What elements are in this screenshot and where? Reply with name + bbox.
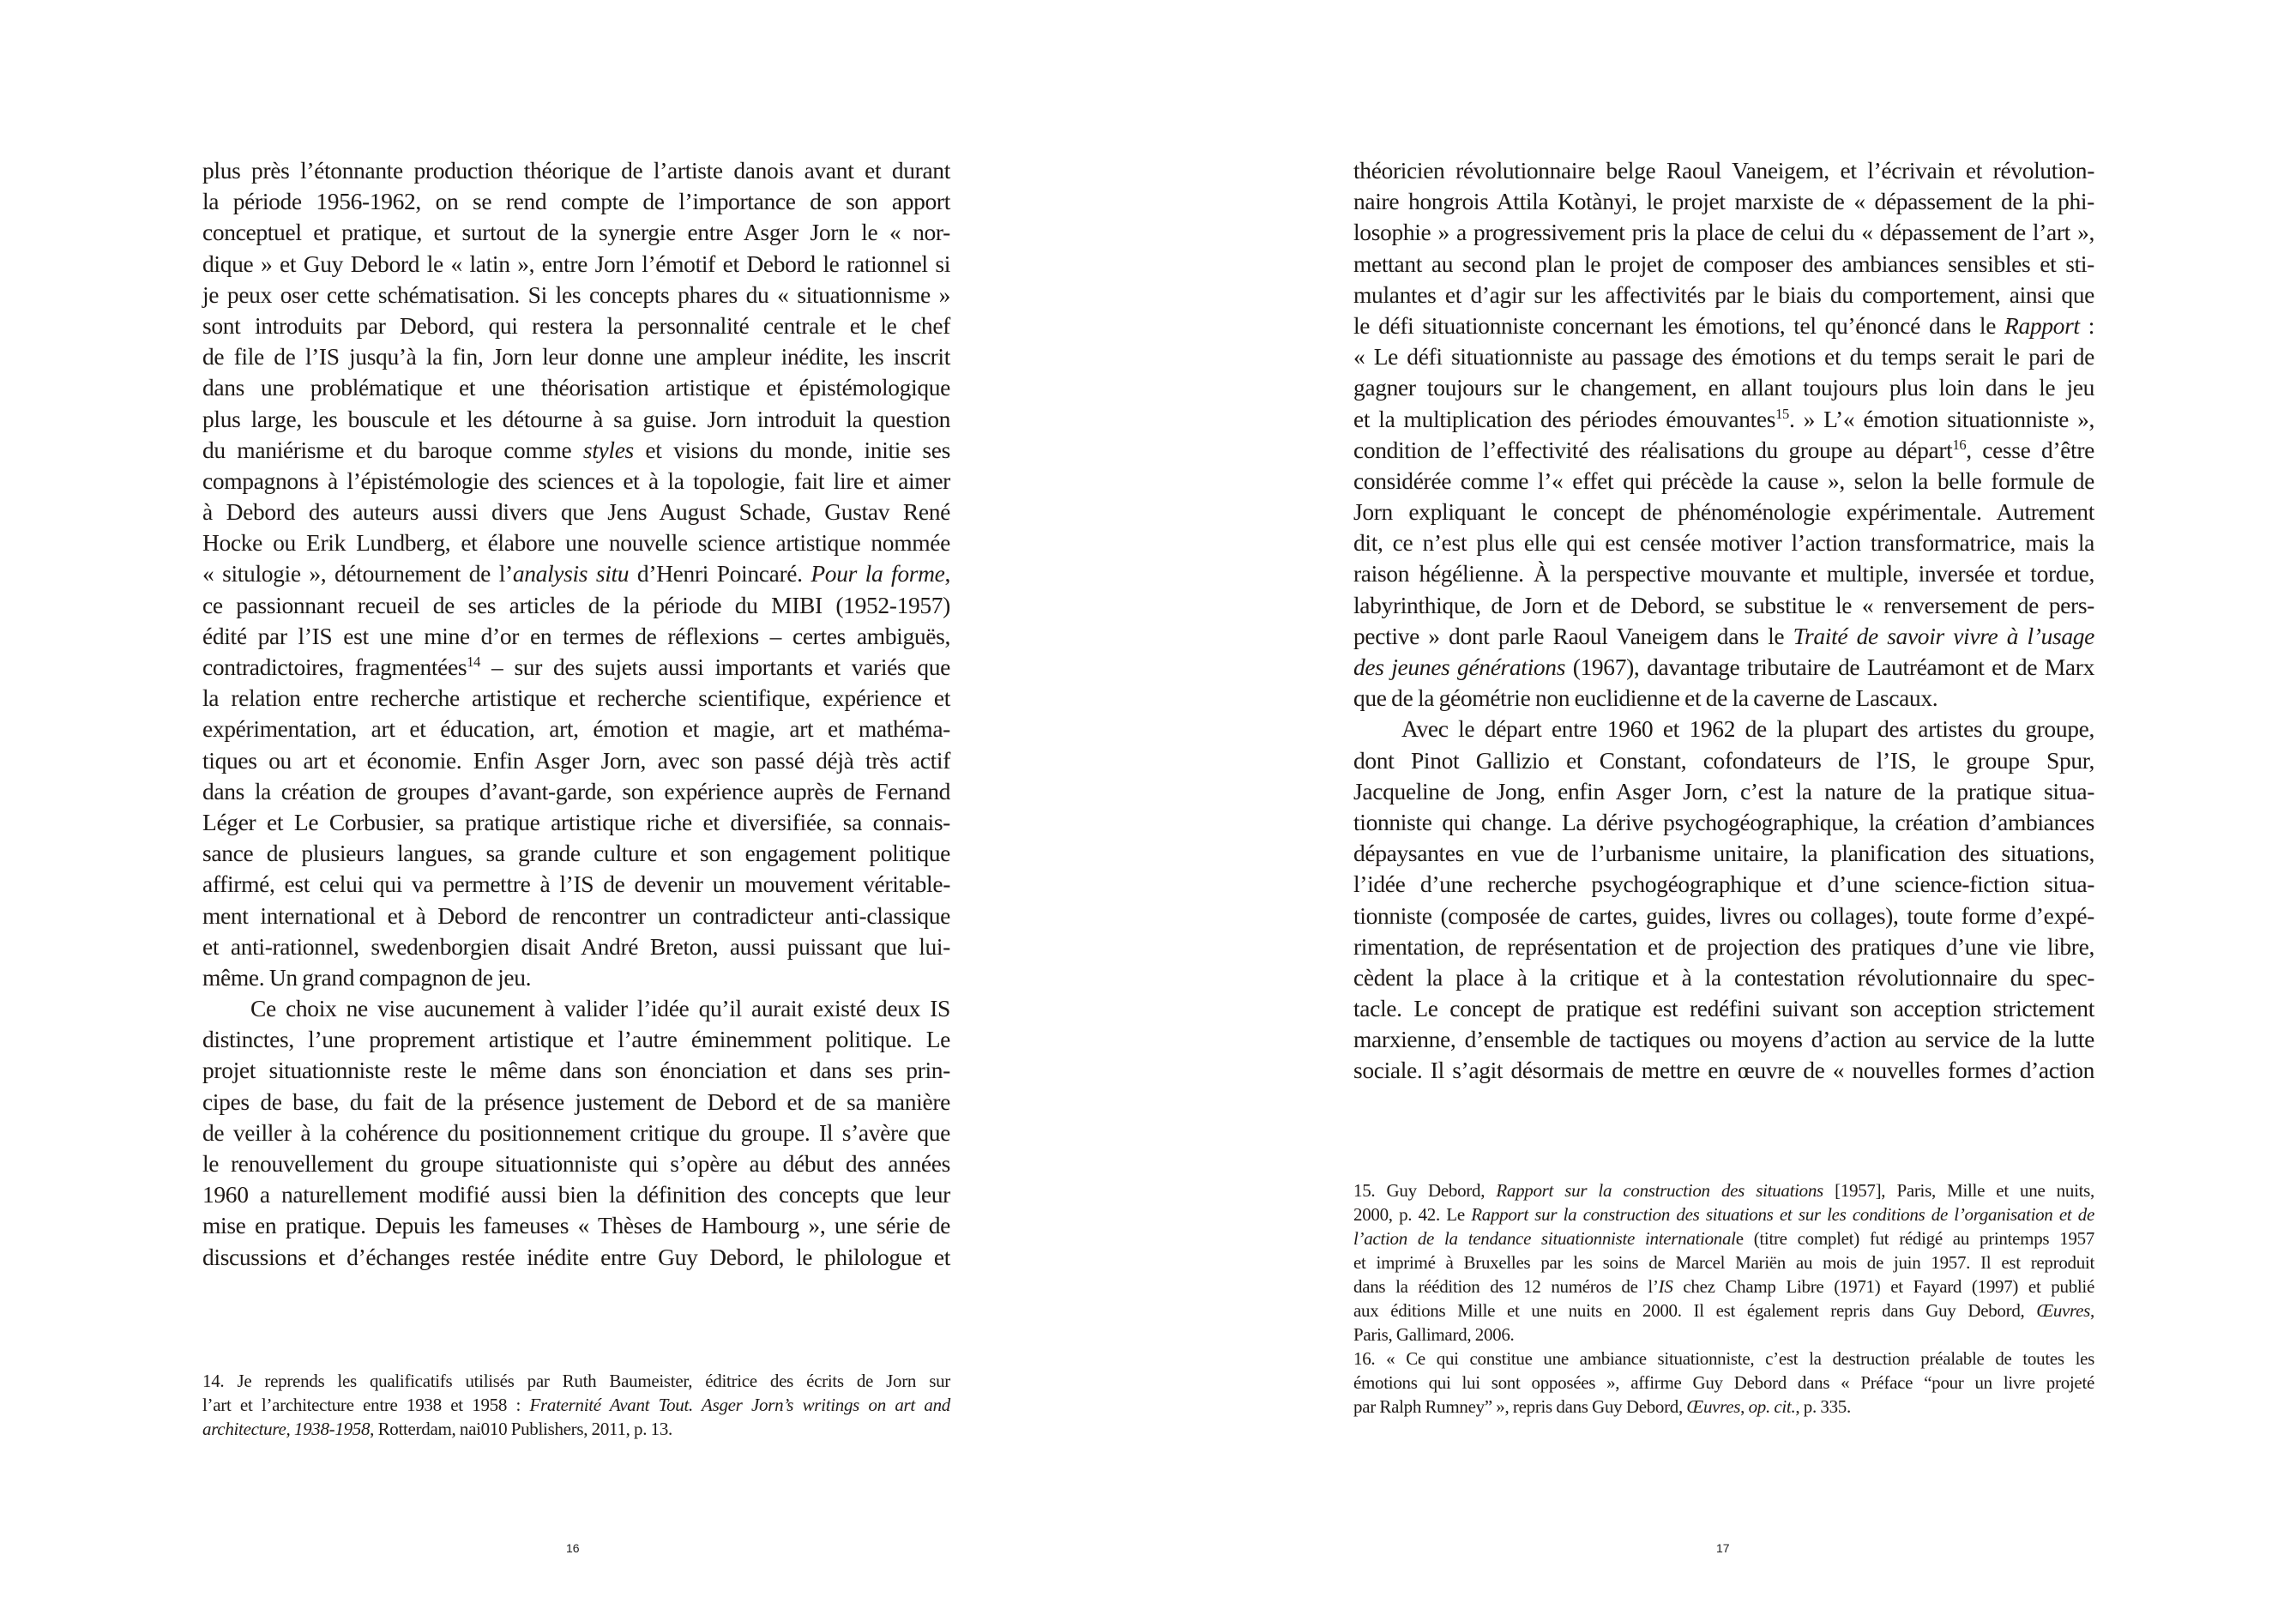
right-body-text	[1353, 155, 2094, 1087]
text-line: théoricien révolutionnaire belge Raoul Vaneigem, et l’écrivain et révolution-	[1353, 157, 2094, 184]
right-page	[1148, 0, 2296, 1621]
footnote-line: l’action de la tendance situationniste internationale (titre complet) fut rédigé au printemps 1957	[1353, 1228, 2095, 1249]
text-line: sont introduits par Debord, qui restera la personnalité centrale et le chef	[202, 311, 950, 339]
text-line: des jeunes générations (1967), davantage tributaire de Lautréamont et de Marx	[1353, 654, 2094, 680]
text-line: compagnons à l’épistémologie des sciences et à la topologie, fait lire et aimer	[202, 467, 950, 494]
text-line: tiques ou art et économie. Enfin Asger Jorn, avec son passé déjà très actif	[202, 746, 950, 774]
footnote-line: Paris, Gallimard, 2006.	[1353, 1324, 1515, 1345]
text-line: le défi situationniste concernant les émotions, tel qu’énoncé dans le Rapport :	[1353, 311, 2094, 339]
italic-title: Œuvres	[1686, 1396, 1741, 1417]
footnote-line: 2000, p. 42. Le Rapport sur la construction des situations et sur les conditions de l’organisation et de	[1353, 1204, 2094, 1225]
text-line: pective » dont parle Raoul Vaneigem dans le Traité de savoir vivre à l’usage	[1353, 622, 2094, 649]
footnote-line: 16. « Ce qui constitue une ambiance situationniste, c’est la destruction préalable de toutes les	[1353, 1348, 2094, 1369]
text-line: affirmé, est celui qui va permettre à l’IS de devenir un mouvement véritable-	[202, 871, 950, 898]
text-line: du maniérisme et du baroque comme styles et visions du monde, initie ses	[202, 436, 950, 463]
text-line: tionniste qui change. La dérive psychogéographique, la création d’ambiances	[1353, 808, 2094, 835]
text-line: que de la géométrie non euclidienne et de la caverne de Lascaux.	[1353, 684, 1938, 712]
text-line: condition de l’effectivité des réalisations du groupe au départ$^{16}$, cesse d’être	[1353, 436, 2094, 463]
text-line: tacle. Le concept de pratique est redéfini suivant son acception strictement	[1353, 995, 2094, 1022]
footnote-line: 15. Guy Debord, Rapport sur la construction des situations [1957], Paris, Mille et une nuits,	[1353, 1180, 2094, 1201]
left-body-text	[202, 155, 950, 1273]
footnote-16	[1353, 1347, 2094, 1419]
text-line: losophie » a progressivement pris la place de celui du « dépassement de l’art »,	[1353, 219, 2094, 246]
text-line: de file de l’IS jusqu’à la fin, Jorn leur donne une ampleur inédite, les inscrit	[202, 343, 950, 371]
text-line: et anti-rationnel, swedenborgien disait André Breton, aussi puissant que lui-	[202, 932, 950, 960]
text-line: « situlogie », détournement de l’analysis situ d’Henri Poincaré. Pour la forme,	[202, 560, 950, 588]
text-line: Jacqueline de Jong, enfin Asger Jorn, c’est la nature de la pratique situa-	[1353, 777, 2094, 804]
footnote-reference[interactable]: 15	[1775, 405, 1789, 422]
text-line: naire hongrois Attila Kotànyi, le projet marxiste de « dépassement de la phi-	[1353, 188, 2094, 215]
italic-title: Rapport	[2004, 311, 2080, 339]
text-line: projet situationniste reste le même dans son énonciation et dans ses prin-	[202, 1057, 950, 1084]
page-number: 16	[566, 1541, 580, 1555]
text-line: à Debord des auteurs aussi divers que Jens August Schade, Gustav René	[202, 498, 950, 526]
footnote-15	[1353, 1178, 2094, 1347]
text-line: « Le défi situationniste au passage des émotions et du temps serait le pari de	[1353, 343, 2094, 371]
text-line: plus près l’étonnante production théorique de l’artiste danois avant et durant	[202, 157, 950, 184]
text-line: dont Pinot Gallizio et Constant, cofondateurs de l’IS, le groupe Spur,	[1353, 746, 2094, 774]
italic-title: architecture, 1938-1958	[202, 1419, 371, 1439]
italic-title: IS	[1658, 1276, 1673, 1297]
italic-title: des jeunes générations	[1353, 654, 1566, 680]
text-line: discussions et d’échanges restée inédite entre Guy Debord, le philologue et	[202, 1243, 950, 1270]
text-line: la période 1956-1962, on se rend compte de l’importance de son apport	[202, 188, 950, 215]
text-line: sance de plusieurs langues, sa grande culture et son engagement politique	[202, 840, 950, 867]
text-line: Léger et Le Corbusier, sa pratique artistique riche et diversifiée, sa connais-	[202, 808, 950, 835]
text-line: et la multiplication des périodes émouvantes$^{15}$. » L’« émotion situationniste »,	[1353, 405, 2095, 432]
text-line: de veiller à la cohérence du positionnement critique du groupe. Il s’avère que	[202, 1118, 950, 1146]
footnote-reference[interactable]: 14	[467, 653, 481, 670]
footnote-line: émotions qui lui sont opposées », affirme Guy Debord dans « Préface “pour un livre projeté	[1353, 1372, 2094, 1393]
footnote-reference[interactable]: 16	[1952, 436, 1967, 453]
text-line: distinctes, l’une proprement artistique et l’autre éminemment politique. Le	[202, 1026, 950, 1053]
page-number: 17	[1716, 1541, 1730, 1555]
left-footnotes	[202, 1369, 950, 1441]
text-line: raison hégélienne. À la perspective mouvante et multiple, inversée et tordue,	[1353, 560, 2094, 588]
footnote-line: par Ralph Rumney” », repris dans Guy Debord, Œuvres, op. cit., p. 335.	[1353, 1396, 1851, 1417]
footnote-line: aux éditions Mille et une nuits en 2000. Il est également repris dans Guy Debord, Œuvres,	[1353, 1300, 2094, 1321]
text-line: sociale. Il s’agit désormais de mettre en œuvre de « nouvelles formes d’action	[1353, 1057, 2094, 1084]
text-line: dépaysantes en vue de l’urbanisme unitaire, la planification des situations,	[1353, 840, 2094, 867]
text-line: plus large, les bouscule et les détourne à sa guise. Jorn introduit la question	[202, 405, 950, 432]
text-line: ce passionnant recueil de ses articles de la période du MIBI (1952-1957)	[202, 591, 950, 618]
text-line: mise en pratique. Depuis les fameuses « Thèses de Hambourg », une série de	[202, 1212, 950, 1239]
text-line: 1960 a naturellement modifié aussi bien la définition des concepts que leur	[202, 1181, 950, 1208]
text-line: mulantes et d’agir sur les affectivités par le biais du comportement, ainsi que	[1353, 280, 2094, 308]
text-line: Hocke ou Erik Lundberg, et élabore une nouvelle science artistique nommée	[202, 529, 950, 557]
text-line: Jorn expliquant le concept de phénoménologie expérimentale. Autrement	[1353, 498, 2094, 526]
footnote-line: l’art et l’architecture entre 1938 et 1958 : Fraternité Avant Tout. Asger Jorn’s writings on art and	[202, 1395, 951, 1415]
right-footnotes	[1353, 1178, 2094, 1419]
text-line: dans la création de groupes d’avant-garde, son expérience auprès de Fernand	[202, 777, 950, 804]
text-line: marxienne, d’ensemble de tactiques ou moyens d’action au service de la lutte	[1353, 1026, 2094, 1053]
footnote-14	[202, 1369, 950, 1441]
text-line: mettant au second plan le projet de composer des ambiances sensibles et sti-	[1353, 250, 2094, 277]
italic-title: l’action de la tendance situationniste international	[1353, 1228, 1736, 1249]
text-line: dans une problématique et une théorisation artistique et épistémologique	[202, 374, 950, 401]
italic-title: Œuvres	[2036, 1300, 2091, 1321]
text-line: labyrinthique, de Jorn et de Debord, se substitue le « renversement de pers-	[1353, 591, 2094, 618]
text-line: dit, ce n’est plus elle qui est censée motiver l’action transformatrice, mais la	[1353, 529, 2094, 557]
italic-title: Rapport sur la construction des situations et sur les conditions de l’organisation et de	[1471, 1204, 2094, 1225]
footnote-line: et imprimé à Bruxelles par les soins de Marcel Mariën au mois de juin 1957. Il est reproduit	[1353, 1252, 2094, 1273]
italic-title: Pour la forme	[811, 560, 945, 588]
italic-title: styles	[582, 436, 634, 463]
text-line: cipes de base, du fait de la présence justement de Debord et de sa manière	[202, 1088, 950, 1115]
footnote-line: 14. Je reprends les qualificatifs utilisés par Ruth Baumeister, éditrice des écrits de Jorn sur	[202, 1371, 950, 1391]
text-line: édité par l’IS est une mine d’or en termes de réflexions – certes ambiguës,	[202, 622, 950, 649]
italic-title: analysis situ	[512, 560, 630, 588]
italic-title: op. cit.	[1748, 1396, 1796, 1417]
italic-title: Fraternité Avant Tout. Asger Jorn’s writings on art and	[529, 1395, 951, 1415]
text-line: tionniste (composée de cartes, guides, livres ou collages), toute forme d’expé-	[1353, 901, 2094, 929]
text-line: l’idée d’une recherche psychogéographique et d’une science-fiction situa-	[1353, 871, 2094, 898]
text-line: contradictoires, fragmentées$^{14}$ – sur des sujets aussi importants et variés que	[202, 653, 950, 680]
text-line: Avec le départ entre 1960 et 1962 de la plupart des artistes du groupe,	[1401, 715, 2094, 743]
footnote-line: architecture, 1938-1958, Rotterdam, nai010 Publishers, 2011, p. 13.	[202, 1419, 673, 1439]
text-line: conceptuel et pratique, et surtout de la synergie entre Asger Jorn le « nor-	[202, 219, 950, 246]
text-line: Ce choix ne vise aucunement à valider l’idée qu’il aurait existé deux IS	[250, 995, 950, 1022]
text-line: cèdent la place à la critique et à la contestation révolutionnaire du spec-	[1353, 963, 2094, 991]
text-line: gagner toujours sur le changement, en allant toujours plus loin dans le jeu	[1353, 374, 2094, 401]
text-line: dique » et Guy Debord le « latin », entre Jorn l’émotif et Debord le rationnel si	[202, 250, 950, 277]
text-line: la relation entre recherche artistique et recherche scientifique, expérience et	[202, 684, 950, 712]
text-line: même. Un grand compagnon de jeu.	[202, 963, 532, 991]
text-line: expérimentation, art et éducation, art, émotion et magie, art et mathéma-	[202, 715, 950, 743]
text-line: considérée comme l’« effet qui précède la cause », selon la belle formule de	[1353, 467, 2094, 494]
text-line: je peux oser cette schématisation. Si les concepts phares du « situationnisme »	[202, 280, 950, 308]
text-line: le renouvellement du groupe situationniste qui s’opère au début des années	[202, 1150, 950, 1177]
italic-title: Rapport sur la construction des situations	[1496, 1180, 1823, 1201]
text-line: ment international et à Debord de rencontrer un contradicteur anti-classique	[202, 901, 950, 929]
text-line: rimentation, de représentation et de projection des pratiques d’une vie libre,	[1353, 932, 2094, 960]
footnote-line: dans la réédition des 12 numéros de l’IS chez Champ Libre (1971) et Fayard (1997) et publié	[1353, 1276, 2094, 1297]
italic-title: Traité de savoir vivre à l’usage	[1793, 622, 2094, 649]
